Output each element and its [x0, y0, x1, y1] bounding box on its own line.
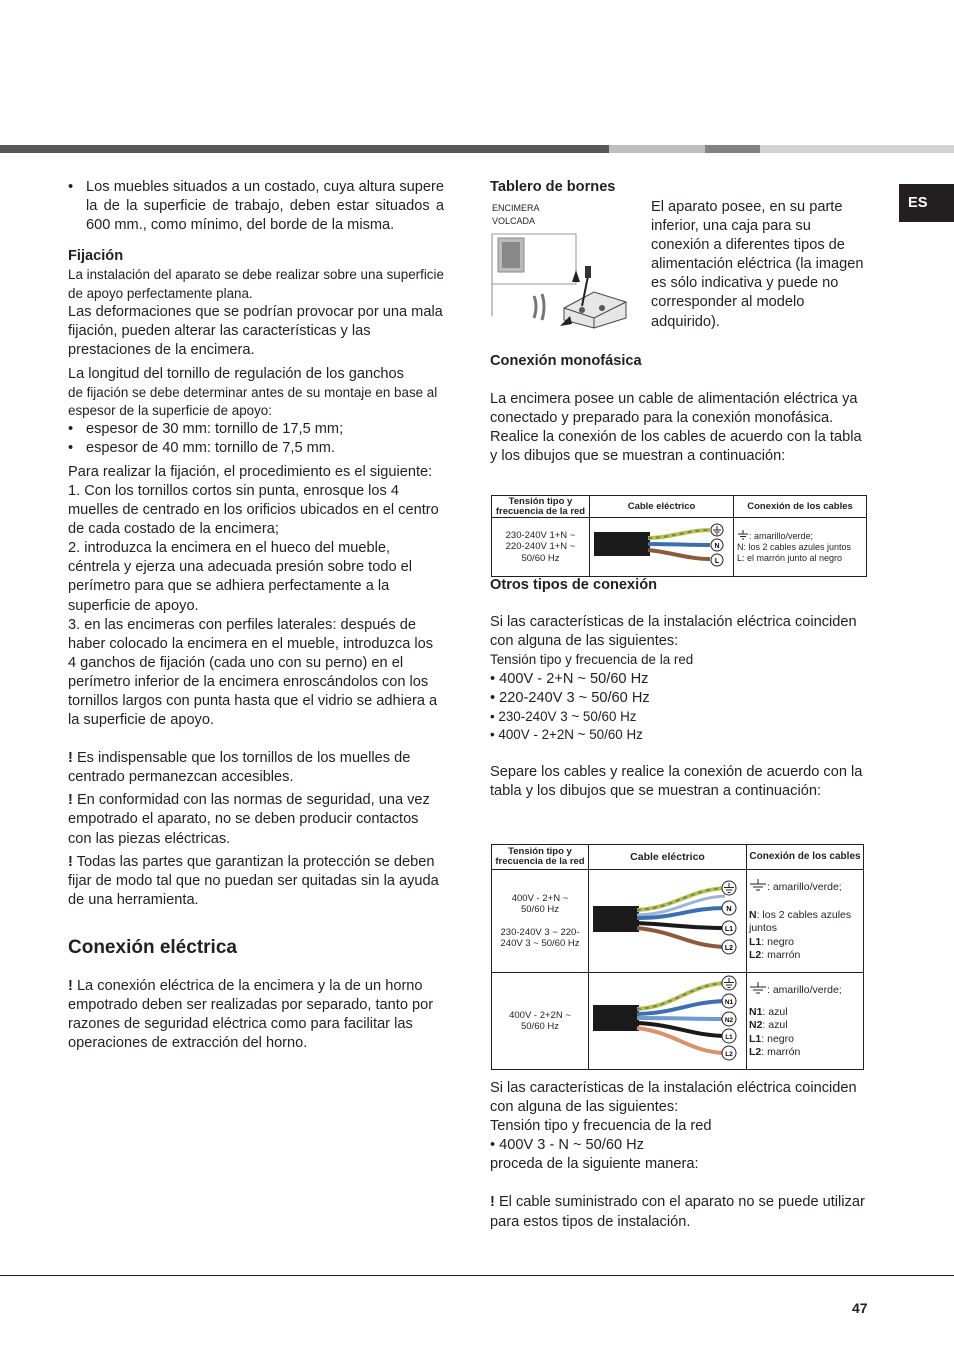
mono-conn-3: L: el marrón junto al negro	[737, 553, 843, 563]
conexion-paragraph	[68, 977, 444, 1053]
left-column	[68, 178, 444, 1053]
exclamation-mark: !	[68, 750, 73, 767]
header-bar-mid	[705, 145, 760, 153]
row1-tension-b: 230-240V 3 ~ 220-240V 3 ~ 50/60 Hz	[500, 926, 580, 949]
bullet-intro: • Los muebles situados a un costado, cuya altura supere la de la superficie de trabajo, deben estar situados a 600 mm., como mínimo, del borde de la misma.	[68, 178, 444, 235]
tablero-text: El aparato posee, en su parte inferior, una caja para su conexión a diferentes tipos de alimentación eléctrica (la imagen es sólo indicativa y puede no corresponder al modelo adquirido).	[651, 199, 864, 330]
exclamation-mark: !	[490, 1194, 495, 1211]
option-3: • 230-240V 3 ~ 50/60 Hz	[490, 708, 637, 724]
final-label: Tensión tipo y frecuencia de la red	[490, 1118, 712, 1135]
otros-section	[490, 576, 868, 801]
row1-terminal-n: N	[726, 904, 732, 913]
mono-conn-1-text: : amarillo/verde;	[749, 531, 814, 541]
row1-conn-4-key: L2	[749, 949, 762, 962]
row1-terminal-l2: L2	[724, 945, 734, 952]
row2-terminal-l2: L2	[725, 1051, 733, 1058]
conexion-text: La conexión eléctrica de la encimera y la de un horno empotrado deben ser realizadas por separado, tanto por razones de seguridad eléctrica como para facilitar las operaciones de extracción del horno.	[68, 977, 434, 1052]
multi-connection-table	[491, 844, 864, 1070]
step-3: 3. en las encimeras con perfiles laterales: después de haber colocado la encimera en el mueble, introduzca los 4 ganchos de fijación (cada uno con su perno) en el perímetro inferior de la encimera enroscándolos con los tornillos largos con punta hasta que el vidrio se adhiera a la superficie de apoyo.	[68, 616, 438, 729]
step-2: 2. introduzca la encimera en el hueco del mueble, céntrela y ejerza una adecuada presión sobre todo el perímetro para que se adhiera perfectamente a la superficie de apoyo.	[68, 540, 412, 614]
proceda-text: proceda de la siguiente manera:	[490, 1156, 699, 1173]
mono-connection-table	[491, 495, 867, 577]
proc-intro: Para realizar la fijación, el procedimiento es el siguiente:	[68, 463, 433, 480]
option-4: • 400V - 2+2N ~ 50/60 Hz	[490, 727, 643, 743]
row2-terminal-n1: N1	[724, 999, 734, 1006]
row2-conn-2-text: : azul	[762, 1005, 788, 1018]
final-warning-text: El cable suministrado con el aparato no se puede utilizar para estos tipos de instalación.	[490, 1194, 865, 1230]
mono-title: Conexión monofásica	[490, 353, 642, 369]
warning-1-text: Es indispensable que los tornillos de los muelles de centrado permanezcan accesibles.	[68, 750, 411, 786]
header-conexion: Conexión de los cables	[747, 845, 864, 870]
page-number: 47	[852, 1300, 868, 1316]
row2-connection	[747, 973, 864, 1070]
row1-conn-4	[749, 949, 863, 963]
row2-conn-2	[749, 1006, 863, 1020]
terminal-box-illustration	[490, 230, 636, 330]
mono-conn-1	[737, 530, 866, 542]
row1-connection	[747, 870, 864, 973]
row2-cable-cell	[589, 973, 747, 1070]
final-text: Si las características de la instalación eléctrica coinciden con alguna de las siguientes:	[490, 1080, 857, 1116]
fijacion-title: Fijación	[68, 248, 124, 265]
row2-conn-3-key: N2	[749, 1019, 763, 1032]
row2-conn-1-text: : amarillo/verde;	[767, 984, 842, 997]
warning-3	[68, 853, 444, 910]
exclamation-mark: !	[68, 853, 73, 870]
ground-icon	[749, 879, 767, 891]
row1-conn-1-text: : amarillo/verde;	[767, 881, 842, 894]
header-bar-dark	[0, 145, 609, 153]
final-option: • 400V 3 - N ~ 50/60 Hz	[490, 1137, 644, 1154]
row1-conn-2-key: N	[749, 908, 757, 921]
row2-cable-illustration	[589, 973, 746, 1064]
row2-conn-1	[749, 982, 863, 998]
mono-cable-cell	[590, 518, 734, 577]
tension-label: Tensión tipo y frecuencia de la red	[490, 652, 694, 668]
mono-conn-2: N: los 2 cables azules juntos	[737, 542, 852, 552]
row1-conn-2	[749, 909, 863, 936]
row2-conn-5	[749, 1046, 863, 1060]
row2-conn-3-text: : azul	[762, 1019, 788, 1032]
fijacion-p3b: de fijación se debe determinar antes de su montaje en base al espesor de la superficie de apoyo:	[68, 384, 438, 418]
figure-label-2: VOLCADA	[492, 216, 536, 226]
mono-section	[490, 352, 868, 466]
row2-conn-4-text: : negro	[761, 1032, 794, 1045]
row2-tension: 400V - 2+2N ~ 50/60 Hz	[492, 973, 589, 1070]
header-tension: Tensión tipo y frecuencia de la red	[492, 496, 590, 518]
mono-connection	[734, 518, 867, 577]
figure-label-1: ENCIMERA	[492, 203, 540, 213]
row2-conn-3	[749, 1019, 863, 1033]
separe-text: Separe los cables y realice la conexión de acuerdo con la tabla y los dibujos que se muestran a continuación:	[490, 763, 863, 799]
tablero-title: Tablero de bornes	[490, 179, 616, 195]
ground-icon	[737, 530, 749, 540]
otros-title: Otros tipos de conexión	[490, 577, 658, 593]
warning-2-text: En conformidad con las normas de seguridad, una vez empotrado el aparato, no se deben producir contactos con las piezas eléctricas.	[68, 792, 430, 847]
row2-conn-5-key: L2	[749, 1046, 762, 1059]
fijacion-p1: La instalación del aparato se debe realizar sobre una superficie de apoyo perfectamente plana.	[68, 267, 444, 301]
header-cable: Cable eléctrico	[589, 845, 747, 870]
row1-conn-4-text: : marrón	[761, 949, 801, 962]
fijacion-p3a: La longitud del tornillo de regulación de los ganchos	[68, 365, 404, 382]
header-bar-pale	[760, 145, 954, 153]
mono-text: La encimera posee un cable de alimentación eléctrica ya conectado y preparado para la conexión monofásica. Realice la conexión de los cables de acuerdo con la tabla y los dibujos que se muestran a continuación:	[490, 391, 862, 465]
mono-terminal-l: L	[714, 558, 720, 565]
language-tab: ES	[899, 184, 954, 222]
espesor-2: • espesor de 40 mm: tornillo de 7,5 mm.	[68, 439, 444, 458]
conexion-title: Conexión eléctrica	[68, 936, 237, 958]
mono-tension: 230-240V 1+N ~ 220-240V 1+N ~ 50/60 Hz	[492, 518, 590, 577]
row1-conn-3-key: L1	[749, 935, 762, 948]
final-warning	[490, 1193, 868, 1231]
row1-conn-3-text: : negro	[761, 935, 794, 948]
header-bar-light	[609, 145, 705, 153]
row2-conn-5-text: : marrón	[761, 1046, 801, 1059]
row1-conn-2-text: : los 2 cables azules juntos	[749, 908, 852, 935]
row1-tension-a: 400V - 2+N ~ 50/60 Hz	[511, 892, 569, 915]
footer-rule	[0, 1275, 954, 1276]
otros-text: Si las características de la instalación eléctrica coinciden con alguna de las siguientes:	[490, 614, 857, 650]
step-1: 1. Con los tornillos cortos sin punta, enrosque los 4 muelles de centrado en los orificios ubicados en el centro de cada costado de la encimera;	[68, 482, 439, 538]
warning-2	[68, 791, 444, 848]
mono-cable-illustration	[590, 518, 733, 571]
row1-terminal-l1: L1	[724, 926, 734, 933]
row1-conn-3	[749, 936, 863, 950]
row2-conn-4-key: L1	[749, 1032, 762, 1045]
header-cable: Cable eléctrico	[590, 496, 734, 518]
row2-terminal-n2: N2	[724, 1017, 734, 1024]
row1-cable-illustration	[589, 870, 746, 967]
exclamation-mark: !	[68, 792, 73, 809]
fijacion-p2: Las deformaciones que se podrían provocar por una mala fijación, pueden alterar las características y las prestaciones de la encimera.	[68, 304, 443, 359]
option-1: • 400V - 2+N ~ 50/60 Hz	[490, 670, 649, 687]
ground-icon	[749, 982, 767, 994]
row2-terminal-l1: L1	[725, 1034, 733, 1041]
header-tension: Tensión tipo y frecuencia de la red	[492, 845, 589, 870]
row1-tension	[492, 870, 589, 973]
tablero-figure	[490, 202, 636, 330]
mono-terminal-n: N	[714, 543, 720, 550]
warning-3-text: Todas las partes que garantizan la protección se deben fijar de modo tal que no puedan ser quitadas sin la ayuda de una herramienta.	[68, 853, 439, 908]
header-conexion: Conexión de los cables	[734, 496, 867, 518]
row2-conn-4	[749, 1033, 863, 1047]
row2-conn-2-key: N1	[749, 1005, 763, 1018]
final-section	[490, 1079, 868, 1232]
row1-cable-cell	[589, 870, 747, 973]
row1-conn-1	[749, 879, 863, 895]
exclamation-mark: !	[68, 977, 73, 994]
option-2: • 220-240V 3 ~ 50/60 Hz	[490, 689, 650, 706]
warning-1	[68, 749, 444, 787]
espesor-1: • espesor de 30 mm: tornillo de 17,5 mm;	[68, 420, 444, 439]
